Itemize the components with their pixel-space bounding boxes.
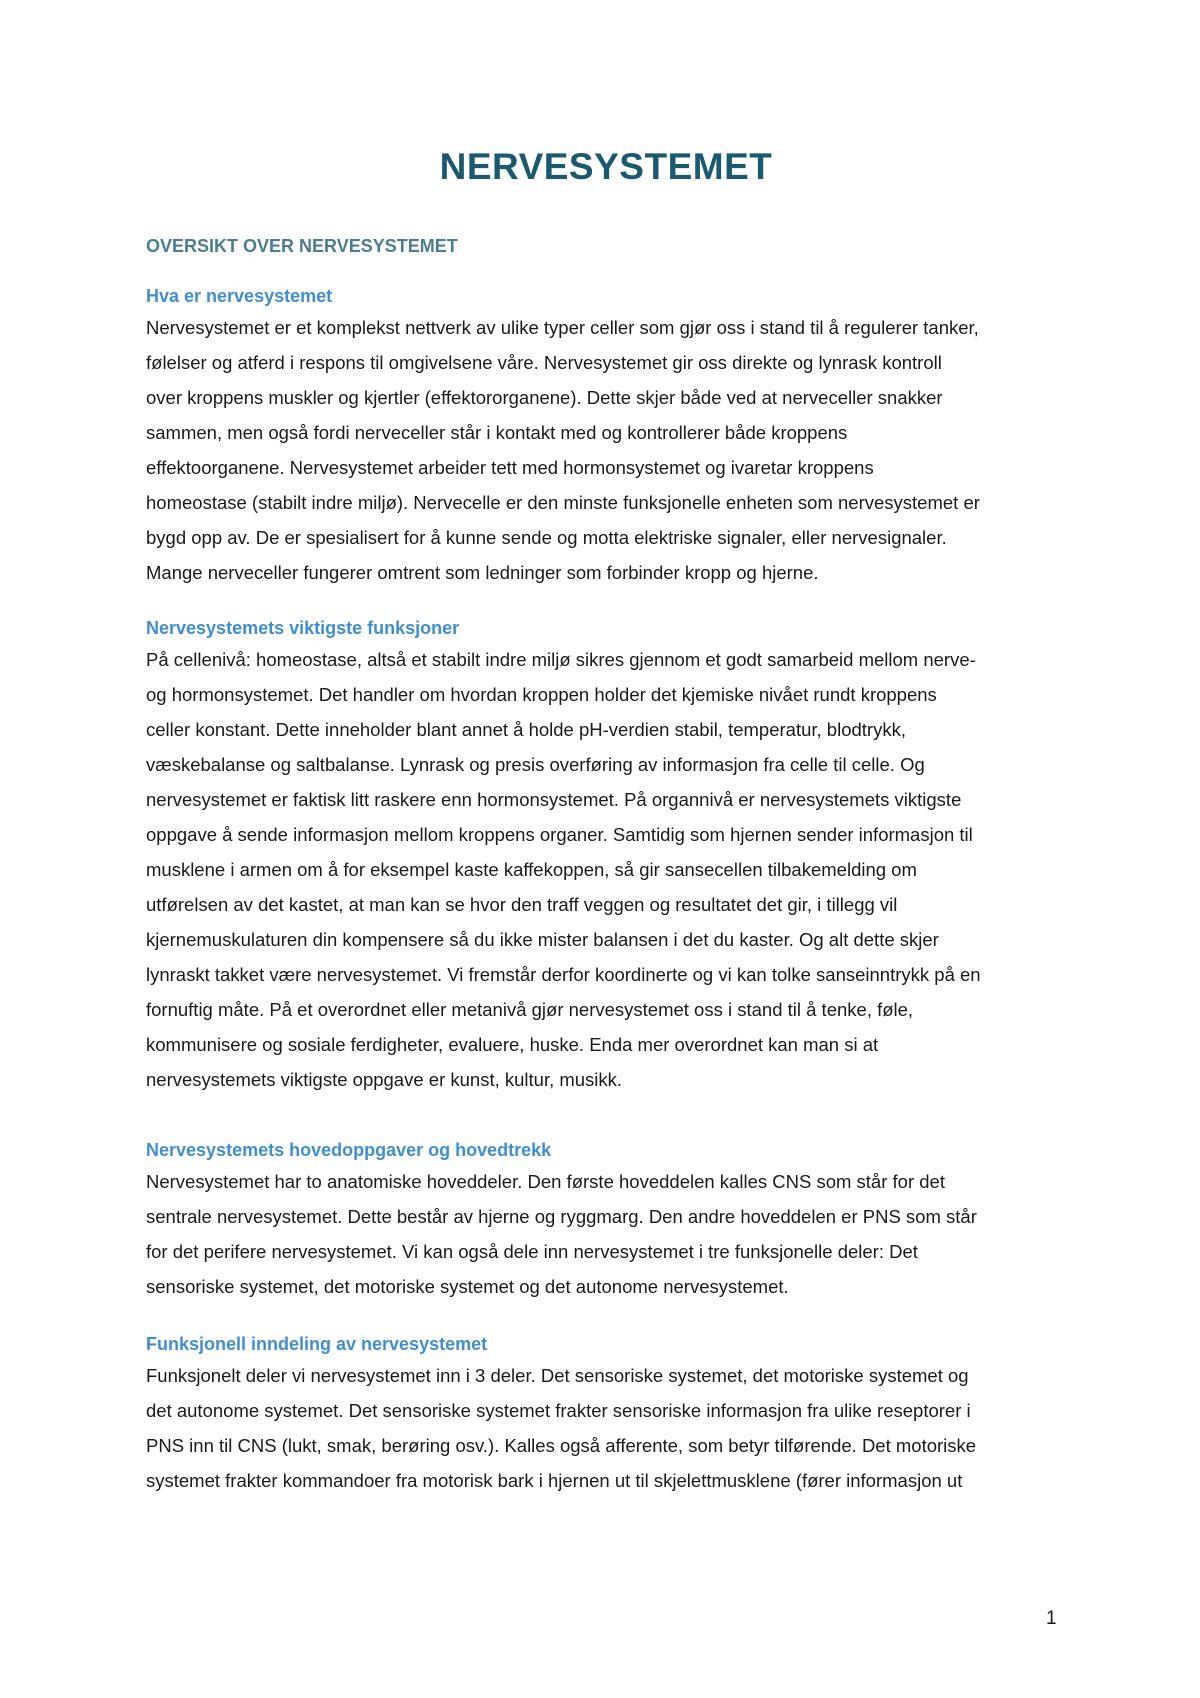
section-hva-er-nervesystemet — [146, 283, 1066, 590]
section-heading: Nervesystemets viktigste funksjoner — [146, 618, 460, 638]
paragraph-line: kjernemuskulaturen din kompensere så du ikke mister balansen i det du kaster. Og alt dette skjer — [146, 929, 939, 950]
paragraph-line: væskebalanse og saltbalanse. Lynrask og presis overføring av informasjon fra celle til celle. Og — [146, 754, 925, 775]
section-paragraph — [146, 1164, 1066, 1304]
section-paragraph — [146, 310, 1066, 590]
paragraph-line: lynraskt takket være nervesystemet. Vi fremstår derfor koordinerte og vi kan tolke sanseinntrykk på en — [146, 964, 981, 985]
overview-heading: OVERSIKT OVER NERVESYSTEMET — [146, 236, 458, 256]
section-funksjonell-inndeling — [146, 1331, 1066, 1498]
paragraph-line: På cellenivå: homeostase, altså et stabilt indre miljø sikres gjennom et godt samarbeid mellom nerve- — [146, 649, 976, 670]
section-paragraph — [146, 642, 1066, 1097]
paragraph-line: Funksjonelt deler vi nervesystemet inn i 3 deler. Det sensoriske systemet, det motoriske systemet og — [146, 1365, 969, 1386]
paragraph-line: følelser og atferd i respons til omgivelsene våre. Nervesystemet gir oss direkte og lynrask kontroll — [146, 352, 942, 373]
page-number: 1 — [1046, 1608, 1057, 1629]
paragraph-line: nervesystemets viktigste oppgave er kunst, kultur, musikk. — [146, 1069, 623, 1090]
paragraph-line: Nervesystemet er et komplekst nettverk av ulike typer celler som gjør oss i stand til å regulerer tanker, — [146, 317, 979, 338]
paragraph-line: PNS inn til CNS (lukt, smak, berøring osv.). Kalles også afferente, som betyr tilførende. Det motoriske — [146, 1435, 977, 1456]
paragraph-line: kommunisere og sosiale ferdigheter, evaluere, huske. Enda mer overordnet kan man si at — [146, 1034, 879, 1055]
paragraph-line: og hormonsystemet. Det handler om hvordan kroppen holder det kjemiske nivået rundt kroppens — [146, 684, 937, 705]
document-page — [146, 0, 1066, 1498]
paragraph-line: sensoriske systemet, det motoriske systemet og det autonome nervesystemet. — [146, 1276, 789, 1297]
paragraph-line: homeostase (stabilt indre miljø). Nervecelle er den minste funksjonelle enheten som nervesystemet er — [146, 492, 980, 513]
section-heading: Funksjonell inndeling av nervesystemet — [146, 1334, 488, 1354]
paragraph-line: for det perifere nervesystemet. Vi kan også dele inn nervesystemet i tre funksjonelle deler: Det — [146, 1241, 918, 1262]
paragraph-line: nervesystemet er faktisk litt raskere enn hormonsystemet. På organnivå er nervesystemets viktigste — [146, 789, 962, 810]
section-heading: Nervesystemets hovedoppgaver og hovedtrekk — [146, 1140, 552, 1160]
paragraph-line: Nervesystemet har to anatomiske hoveddeler. Den første hoveddelen kalles CNS som står for det — [146, 1171, 945, 1192]
section-heading: Hva er nervesystemet — [146, 286, 333, 306]
paragraph-line: effektoorganene. Nervesystemet arbeider tett med hormonsystemet og ivaretar kroppens — [146, 457, 874, 478]
paragraph-line: bygd opp av. De er spesialisert for å kunne sende og motta elektriske signaler, eller nervesignaler. — [146, 527, 947, 548]
paragraph-line: musklene i armen om å for eksempel kaste kaffekoppen, så gir sansecellen tilbakemelding om — [146, 859, 917, 880]
document-title: NERVESYSTEMET — [439, 146, 773, 187]
paragraph-line: sammen, men også fordi nerveceller står i kontakt med og kontrollerer både kroppens — [146, 422, 848, 443]
paragraph-line: sentrale nervesystemet. Dette består av hjerne og ryggmarg. Den andre hoveddelen er PNS som står — [146, 1206, 977, 1227]
paragraph-line: oppgave å sende informasjon mellom kroppens organer. Samtidig som hjernen sender informasjon til — [146, 824, 973, 845]
paragraph-line: celler konstant. Dette inneholder blant annet å holde pH-verdien stabil, temperatur, blodtrykk, — [146, 719, 906, 740]
paragraph-line: fornuftig måte. På et overordnet eller metanivå gjør nervesystemet oss i stand til å tenke, føle, — [146, 999, 914, 1020]
paragraph-line: utførelsen av det kastet, at man kan se hvor den traff veggen og resultatet det gir, i tillegg vil — [146, 894, 898, 915]
section-hovedoppgaver — [146, 1137, 1066, 1304]
paragraph-line: systemet frakter kommandoer fra motorisk bark i hjernen ut til skjelettmusklene (fører informasjon ut — [146, 1470, 963, 1491]
paragraph-line: det autonome systemet. Det sensoriske systemet frakter sensoriske informasjon fra ulike reseptorer i — [146, 1400, 971, 1421]
section-viktigste-funksjoner — [146, 615, 1066, 1097]
paragraph-line: over kroppens muskler og kjertler (effektororganene). Dette skjer både ved at nerveceller snakker — [146, 387, 943, 408]
section-paragraph — [146, 1358, 1066, 1498]
paragraph-line: Mange nerveceller fungerer omtrent som ledninger som forbinder kropp og hjerne. — [146, 562, 819, 583]
